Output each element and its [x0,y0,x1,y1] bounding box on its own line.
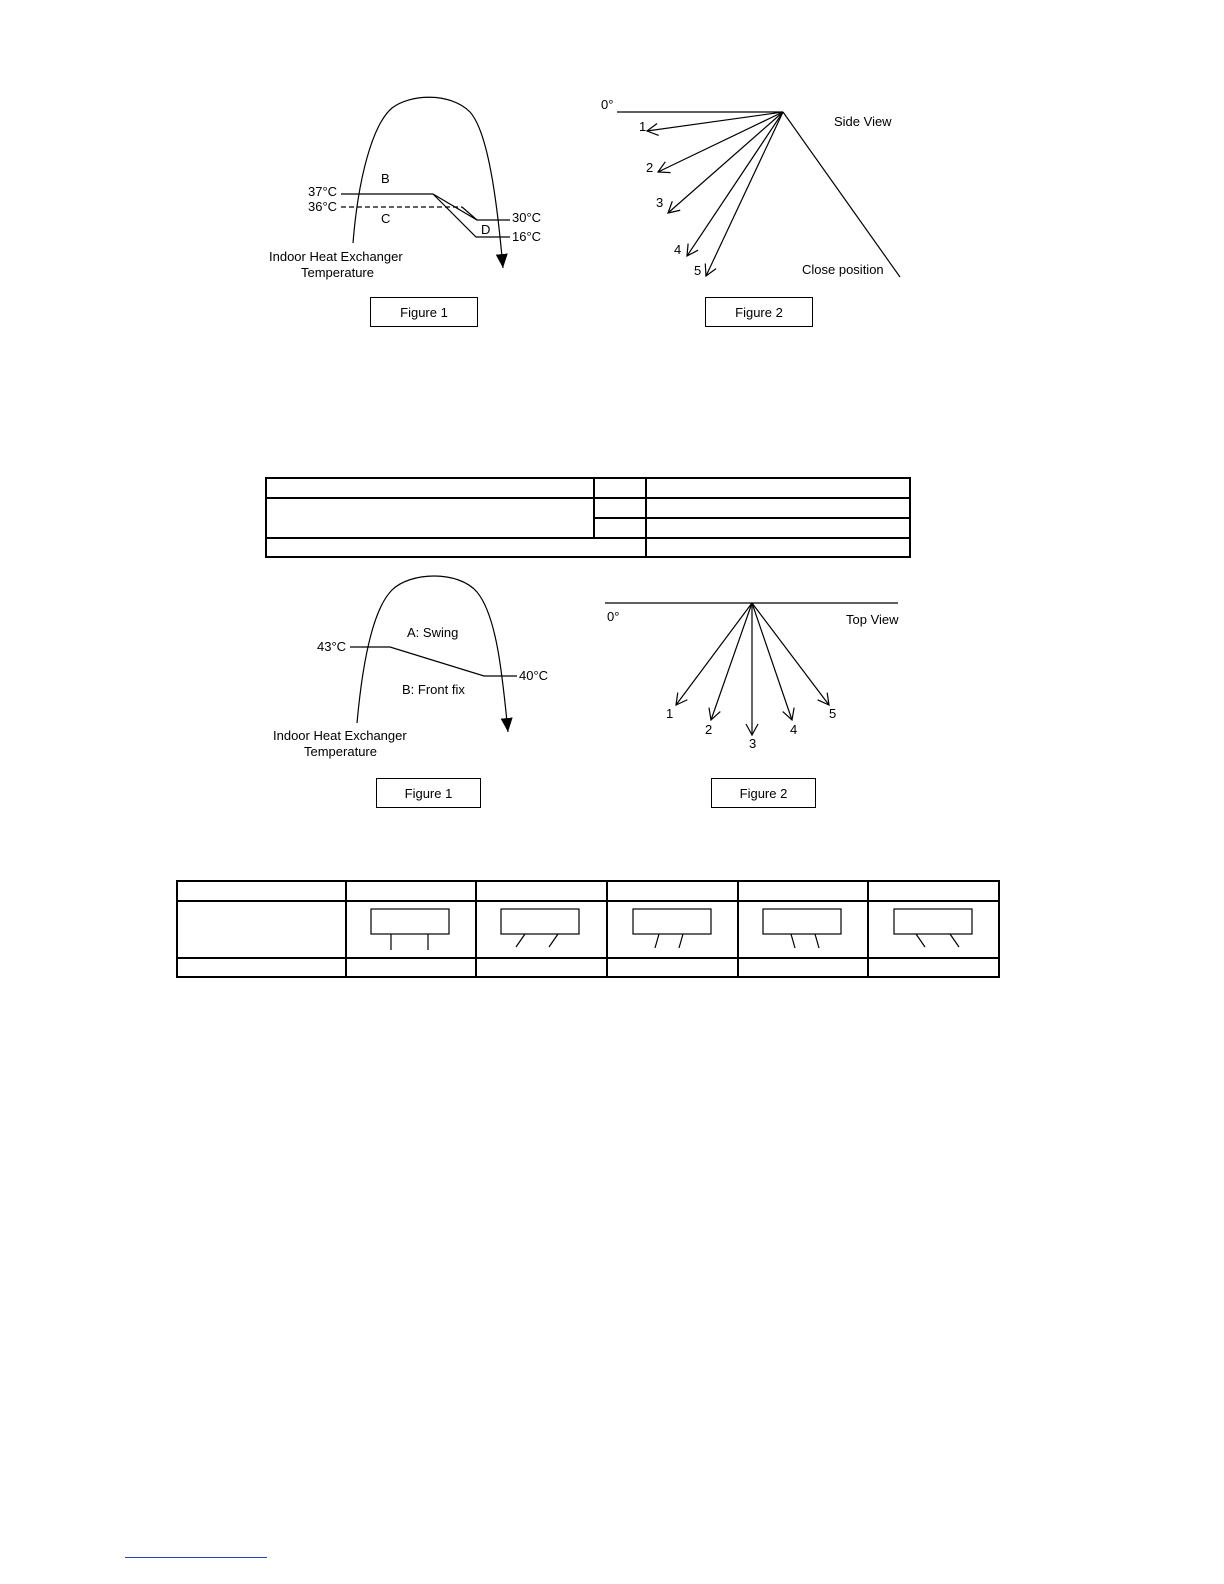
side-view-label: Side View [834,114,892,129]
louver-slant-left-narrow-icon [763,909,841,948]
position-3-label: 3 [656,195,664,210]
temperature-curve [357,576,508,732]
position-4-label: 4 [790,722,798,737]
top-view-louver-diagram [605,603,899,751]
position-1-arrow [676,603,752,705]
temp-43-label: 43°C [317,639,347,654]
position-5-label: 5 [829,706,837,721]
louver-slant-right-narrow-icon [633,909,711,948]
position-4-arrow [752,603,792,720]
zone-c-label: C [381,211,391,226]
position-4-label: 4 [674,242,682,257]
section1-figure1-caption: Figure 1 [370,297,478,327]
temp-16-label: 16°C [512,229,542,244]
table-1 [266,478,910,557]
zone-b-label: B [381,171,390,186]
section2-figure2-caption: Figure 2 [711,778,816,808]
top-view-label: Top View [846,612,899,627]
cooling-temperature-diagram [269,97,541,280]
temperature-curve [353,97,503,268]
threshold-36-step-line [462,207,477,220]
temp-30-label: 30°C [512,210,542,225]
position-5-arrow [706,112,783,276]
zero-degree-label: 0° [607,609,620,624]
axis-label-line2: Temperature [301,265,374,280]
position-1-label: 1 [666,706,674,721]
position-2-label: 2 [646,160,654,175]
section1-figure2-caption: Figure 2 [705,297,813,327]
position-5-arrow [752,603,829,705]
mode-front-fix-label: B: Front fix [402,682,465,697]
louver-straight-icon [371,909,449,950]
temp-36-label: 36°C [308,199,338,214]
axis-label-line2: Temperature [304,744,377,759]
section2-figure1-caption: Figure 1 [376,778,481,808]
position-2-arrow [711,603,752,720]
temp-37-label: 37°C [308,184,338,199]
axis-label-line1: Indoor Heat Exchanger [269,249,403,264]
louver-slant-right-icon [501,909,579,947]
zone-d-label: D [481,222,491,237]
position-3-label: 3 [749,736,757,751]
zero-degree-label: 0° [601,97,614,112]
heating-temperature-diagram [273,576,548,759]
temp-40-label: 40°C [519,668,549,683]
axis-label-line1: Indoor Heat Exchanger [273,728,407,743]
close-position-label: Close position [802,262,884,277]
side-view-louver-diagram [601,97,900,278]
threshold-37-to-30-line [433,194,510,220]
mode-swing-label: A: Swing [407,625,459,640]
position-5-label: 5 [694,263,702,278]
position-2-label: 2 [705,722,713,737]
position-1-label: 1 [639,119,647,134]
threshold-43-to-40-line [350,647,517,676]
close-position-line [783,112,900,277]
louver-slant-left-icon [894,909,972,947]
footnote-rule [125,1557,267,1558]
table-2 [177,881,999,977]
